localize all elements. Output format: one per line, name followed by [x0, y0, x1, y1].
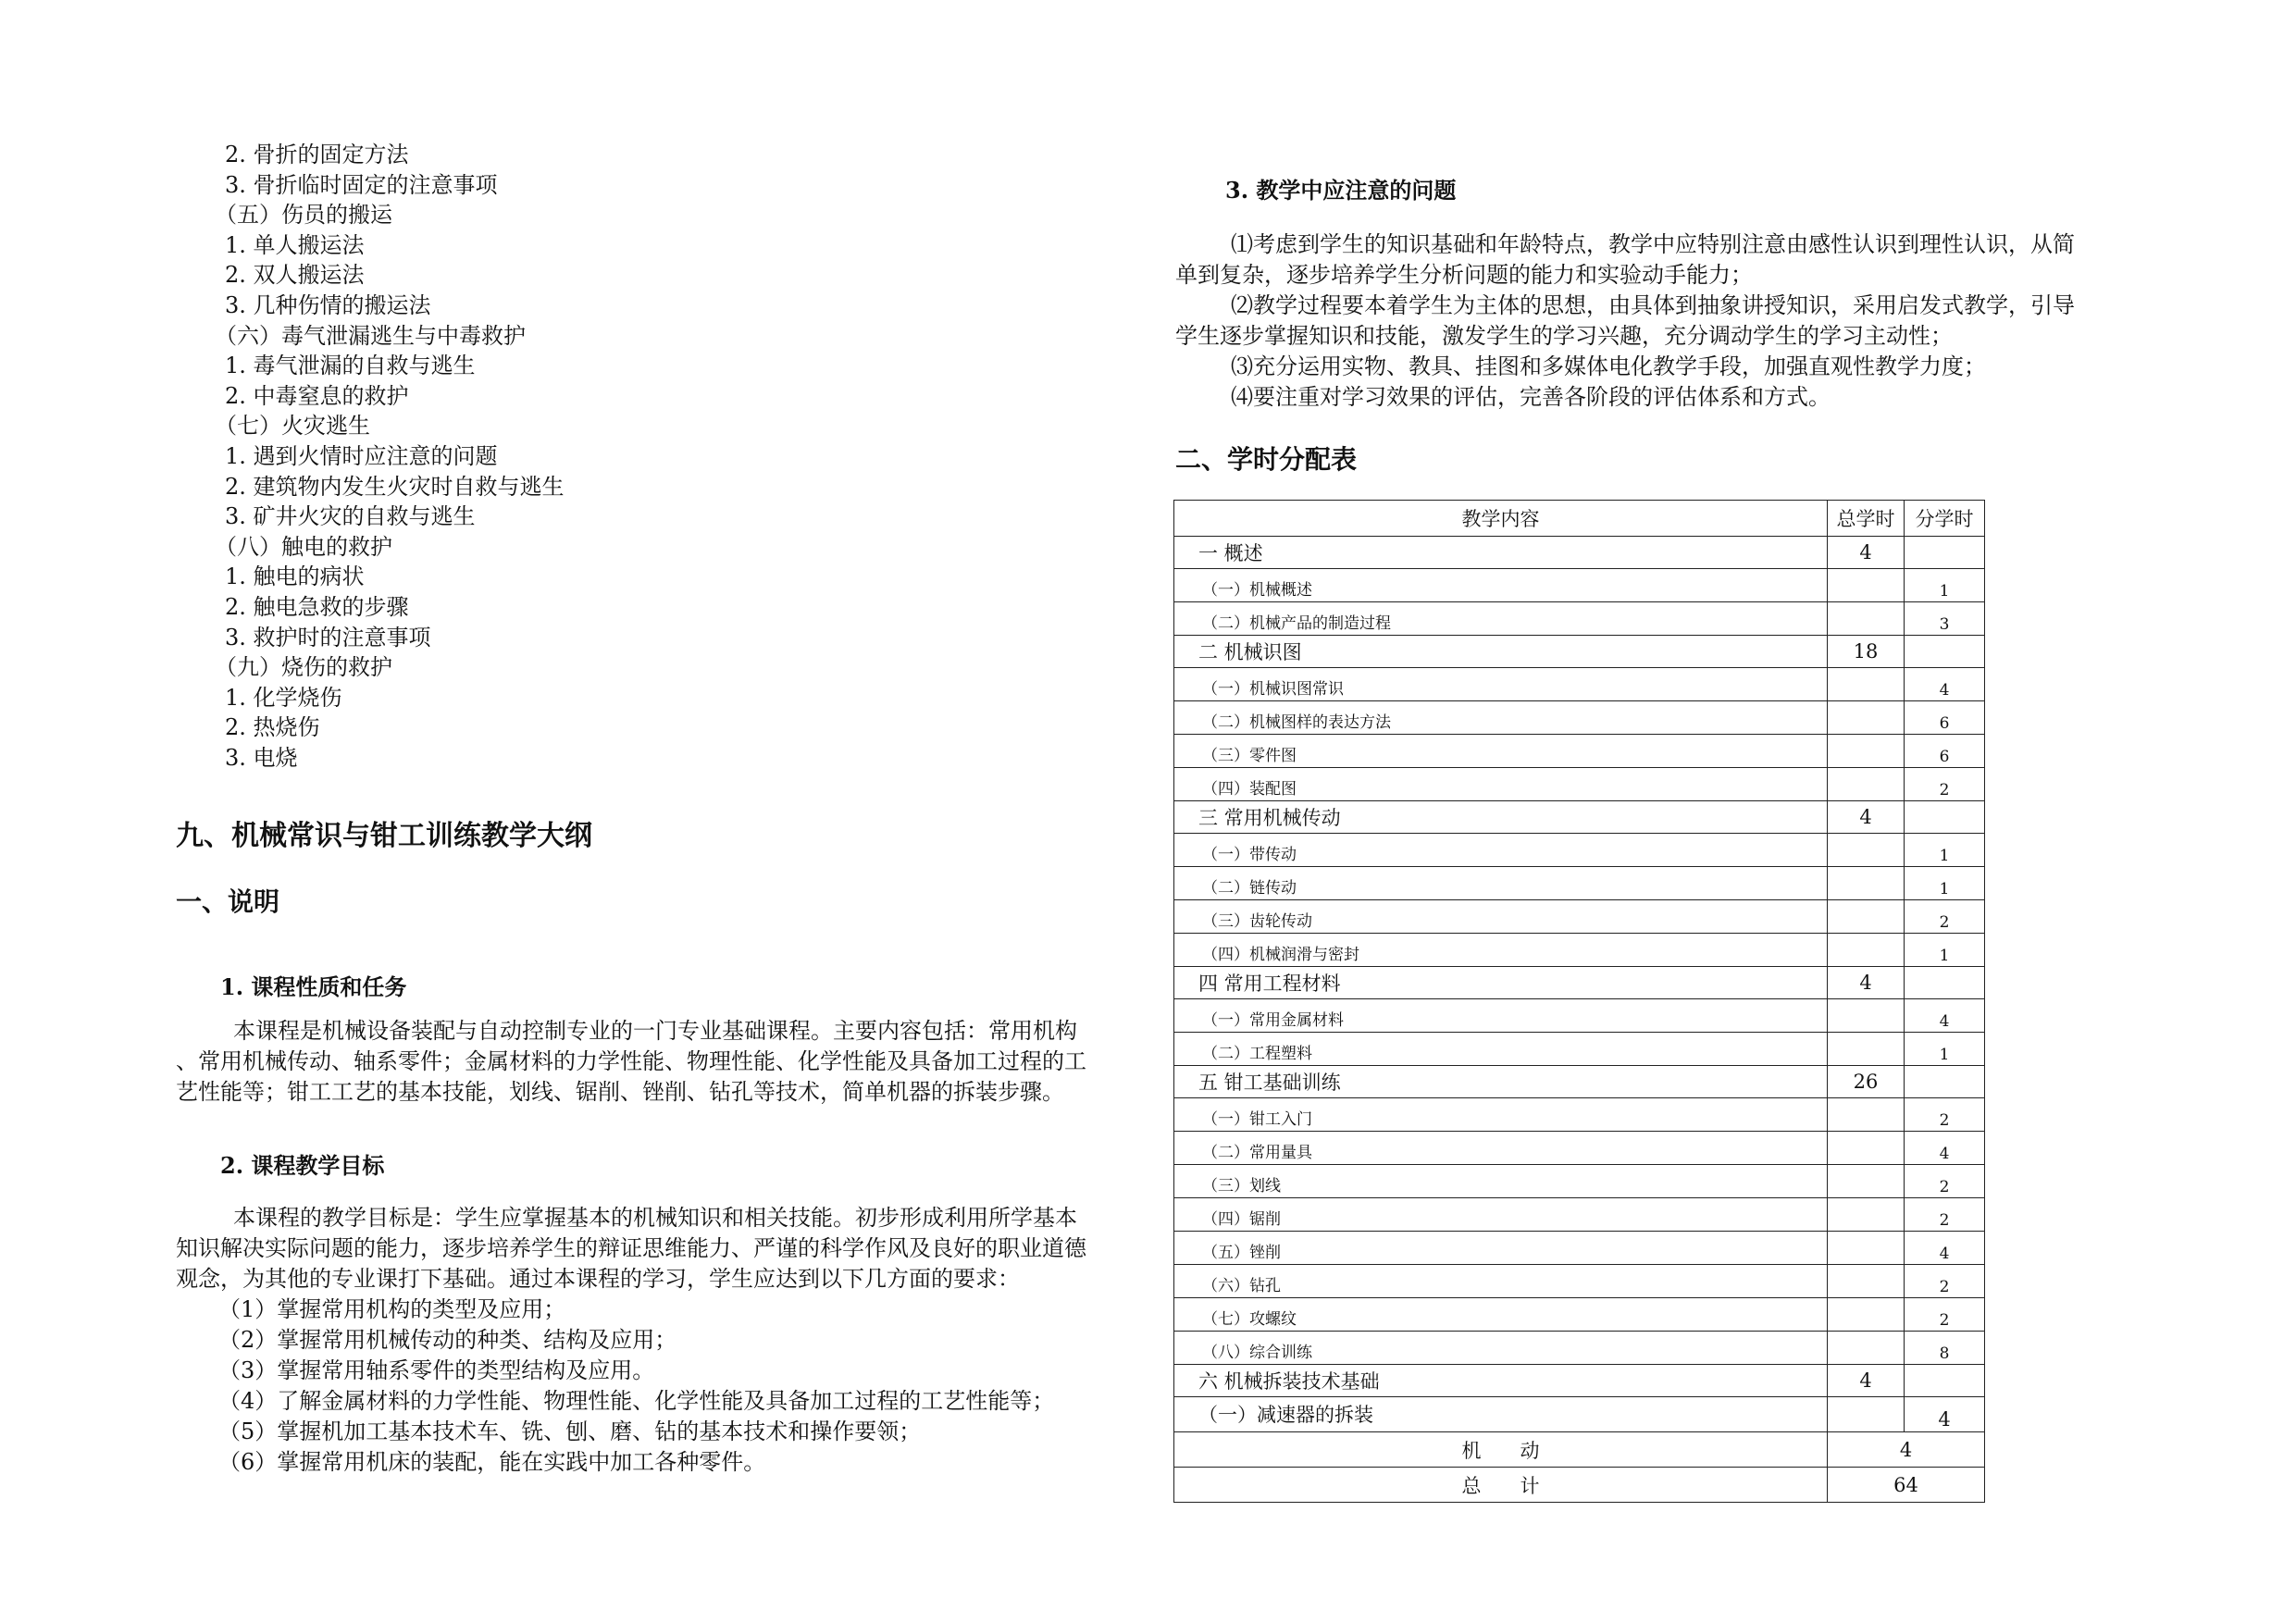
list-item: 2. 建筑物内发生火灾时自救与逃生 [225, 473, 565, 500]
table-row [1174, 999, 1985, 1033]
row-content: 三 常用机械传动 [1174, 801, 1828, 834]
row-content: 一 概述 [1174, 537, 1828, 569]
row-total-hours: 26 [1828, 1066, 1905, 1098]
paragraph-line: 本课程的教学目标是：学生应掌握基本的机械知识和相关技能。初步形成利用所学基本 [233, 1205, 1077, 1231]
row-content: （七）攻螺纹 [1174, 1298, 1828, 1332]
list-item: 2. 双人搬运法 [225, 262, 365, 289]
table-footer-row [1174, 1432, 1985, 1468]
row-total-hours [1828, 602, 1905, 636]
table-row [1174, 1066, 1985, 1098]
row-sub-hours: 2 [1905, 1298, 1985, 1332]
table-row [1174, 668, 1985, 701]
row-sub-hours [1905, 537, 1985, 569]
table-row [1174, 801, 1985, 834]
table-row [1174, 867, 1985, 900]
row-total-hours [1828, 900, 1905, 934]
list-item: 3. 电烧 [225, 745, 298, 771]
goal-item: （2）掌握常用机械传动的种类、结构及应用； [218, 1327, 677, 1353]
list-item: 1. 化学烧伤 [225, 684, 342, 711]
row-content: （二）工程塑料 [1174, 1033, 1828, 1066]
row-total-hours [1828, 934, 1905, 967]
row-sub-hours [1905, 1365, 1985, 1397]
row-content: （四）锯削 [1174, 1198, 1828, 1232]
row-content: （一）带传动 [1174, 834, 1828, 867]
row-sub-hours: 1 [1905, 569, 1985, 602]
row-sub-hours: 2 [1905, 768, 1985, 801]
row-content: （四）装配图 [1174, 768, 1828, 801]
row-sub-hours: 1 [1905, 934, 1985, 967]
list-heading: （六）毒气泄漏逃生与中毒救护 [215, 322, 526, 349]
goal-item: （1）掌握常用机构的类型及应用； [218, 1296, 566, 1322]
list-item: 3. 救护时的注意事项 [225, 624, 431, 650]
paragraph-line: 艺性能等；钳工工艺的基本技能，划线、锯削、锉削、钻孔等技术，简单机器的拆装步骤。 [176, 1079, 1064, 1105]
row-total-hours [1828, 768, 1905, 801]
row-sub-hours: 6 [1905, 735, 1985, 768]
row-total-hours [1828, 1198, 1905, 1232]
section-title-description: 一、说明 [176, 886, 280, 917]
table-row [1174, 1365, 1985, 1397]
row-total-hours: 4 [1828, 967, 1905, 999]
row-total-hours [1828, 1232, 1905, 1265]
row-content: （三）划线 [1174, 1165, 1828, 1198]
subsection-title-teaching-notes: 3. 教学中应注意的问题 [1225, 177, 1457, 204]
subsection-title-teaching-goals: 2. 课程教学目标 [220, 1152, 385, 1179]
row-content: （八）综合训练 [1174, 1332, 1828, 1365]
list-item: 3. 几种伤情的搬运法 [225, 292, 431, 318]
table-row [1174, 537, 1985, 569]
row-sub-hours: 2 [1905, 1098, 1985, 1132]
row-sub-hours: 2 [1905, 900, 1985, 934]
row-sub-hours: 3 [1905, 602, 1985, 636]
teaching-goals-paragraph [176, 1203, 1138, 1295]
row-content: 六 机械拆装技术基础 [1174, 1365, 1828, 1397]
table-row [1174, 768, 1985, 801]
footer-label: 总 计 [1174, 1468, 1828, 1503]
table-row [1174, 1033, 1985, 1066]
table-row [1174, 569, 1985, 602]
teaching-goals-list [218, 1295, 1144, 1478]
header-total-hours: 总学时 [1828, 501, 1905, 537]
table-row [1174, 1332, 1985, 1365]
subsection-title-course-nature: 1. 课程性质和任务 [220, 973, 407, 1000]
list-item: 3. 骨折临时固定的注意事项 [225, 171, 498, 198]
row-content: （一）机械概述 [1174, 569, 1828, 602]
row-sub-hours: 4 [1905, 999, 1985, 1033]
row-sub-hours: 2 [1905, 1198, 1985, 1232]
hours-allocation-table [1173, 500, 1985, 1503]
goal-item: （5）掌握机加工基本技术车、铣、刨、磨、钻的基本技术和操作要领； [218, 1419, 922, 1444]
row-sub-hours: 4 [1905, 1232, 1985, 1265]
note-line: ⑶充分运用实物、教具、挂图和多媒体电化教学手段，加强直观性教学力度； [1231, 353, 1986, 379]
note-line: ⑵教学过程要本着学生为主体的思想，由具体到抽象讲授知识，采用启发式教学，引导 [1231, 292, 2075, 318]
row-sub-hours: 4 [1905, 1132, 1985, 1165]
row-content: （四）机械润滑与密封 [1174, 934, 1828, 967]
table-row [1174, 934, 1985, 967]
row-total-hours: 18 [1828, 636, 1905, 668]
row-content: （二）机械产品的制造过程 [1174, 602, 1828, 636]
paragraph-line: 观念，为其他的专业课打下基础。通过本课程的学习，学生应达到以下几方面的要求： [176, 1266, 1020, 1292]
row-total-hours [1828, 1332, 1905, 1365]
row-sub-hours: 1 [1905, 867, 1985, 900]
row-content: （一）钳工入门 [1174, 1098, 1828, 1132]
row-content: 二 机械识图 [1174, 636, 1828, 668]
teaching-notes-paragraph [1175, 229, 2110, 413]
list-item: 1. 触电的病状 [225, 564, 365, 590]
row-content: （一）常用金属材料 [1174, 999, 1828, 1033]
note-line: 单到复杂，逐步培养学生分析问题的能力和实验动手能力； [1175, 262, 1753, 288]
row-sub-hours [1905, 967, 1985, 999]
row-total-hours [1828, 701, 1905, 735]
row-sub-hours: 1 [1905, 1033, 1985, 1066]
row-sub-hours: 2 [1905, 1165, 1985, 1198]
goal-item: （4）了解金属材料的力学性能、物理性能、化学性能及具备加工过程的工艺性能等； [218, 1388, 1055, 1414]
row-total-hours [1828, 1033, 1905, 1066]
row-content: （三）齿轮传动 [1174, 900, 1828, 934]
list-item: 3. 矿井火灾的自救与逃生 [225, 503, 476, 530]
row-content: （二）常用量具 [1174, 1132, 1828, 1165]
table-row [1174, 967, 1985, 999]
table-row [1174, 1265, 1985, 1298]
list-heading: （九）烧伤的救护 [215, 654, 392, 681]
table-row [1174, 602, 1985, 636]
row-sub-hours: 6 [1905, 701, 1985, 735]
row-total-hours [1828, 735, 1905, 768]
row-content: （一）减速器的拆装 [1174, 1397, 1828, 1432]
note-line: ⑷要注重对学习效果的评估，完善各阶段的评估体系和方式。 [1231, 384, 1831, 410]
table-header-row [1174, 501, 1985, 537]
row-content: （三）零件图 [1174, 735, 1828, 768]
table-row [1174, 1232, 1985, 1265]
list-item: 2. 热烧伤 [225, 714, 320, 741]
row-total-hours [1828, 1265, 1905, 1298]
footer-label: 机 动 [1174, 1432, 1828, 1468]
row-total-hours [1828, 834, 1905, 867]
note-line: 学生逐步掌握知识和技能，激发学生的学习兴趣，充分调动学生的学习主动性； [1175, 323, 1953, 349]
goal-item: （3）掌握常用轴系零件的类型结构及应用。 [218, 1357, 655, 1383]
row-total-hours [1828, 1132, 1905, 1165]
list-item: 2. 骨折的固定方法 [225, 142, 409, 167]
table-row [1174, 1397, 1985, 1432]
row-total-hours: 4 [1828, 801, 1905, 834]
row-sub-hours [1905, 1066, 1985, 1098]
row-total-hours [1828, 668, 1905, 701]
table-row [1174, 735, 1985, 768]
section-title-hours-table: 二、学时分配表 [1175, 444, 1358, 475]
row-total-hours [1828, 569, 1905, 602]
course-nature-paragraph [176, 1016, 1138, 1108]
row-sub-hours: 1 [1905, 834, 1985, 867]
table-row [1174, 834, 1985, 867]
row-total-hours [1828, 1098, 1905, 1132]
header-content: 教学内容 [1174, 501, 1828, 537]
row-sub-hours: 4 [1905, 668, 1985, 701]
table-row [1174, 1098, 1985, 1132]
table-footer-row [1174, 1468, 1985, 1503]
list-item: 2. 中毒窒息的救护 [225, 382, 409, 409]
row-content: 五 钳工基础训练 [1174, 1066, 1828, 1098]
list-item: 2. 触电急救的步骤 [225, 594, 409, 620]
row-content: （二）链传动 [1174, 867, 1828, 900]
chapter-title: 九、机械常识与钳工训练教学大纲 [176, 820, 592, 852]
list-item: 1. 毒气泄漏的自救与逃生 [225, 353, 476, 379]
goal-item: （6）掌握常用机床的装配，能在实践中加工各种零件。 [218, 1449, 766, 1475]
row-total-hours [1828, 867, 1905, 900]
row-total-hours: 4 [1828, 1365, 1905, 1397]
row-sub-hours: 4 [1905, 1397, 1985, 1432]
list-heading: （七）火灾逃生 [215, 413, 370, 440]
table-row [1174, 636, 1985, 668]
row-content: （一）机械识图常识 [1174, 668, 1828, 701]
table-row [1174, 1198, 1985, 1232]
list-heading: （五）伤员的搬运 [215, 202, 392, 229]
row-sub-hours: 2 [1905, 1265, 1985, 1298]
row-sub-hours [1905, 636, 1985, 668]
list-item: 1. 单人搬运法 [225, 231, 365, 258]
paragraph-line: 本课程是机械设备装配与自动控制专业的一门专业基础课程。主要内容包括：常用机构 [233, 1018, 1077, 1044]
list-item: 1. 遇到火情时应注意的问题 [225, 443, 498, 469]
table-row [1174, 1165, 1985, 1198]
paragraph-line: 、常用机械传动、轴系零件；金属材料的力学性能、物理性能、化学性能及具备加工过程的工 [176, 1048, 1086, 1074]
row-content: （二）机械图样的表达方法 [1174, 701, 1828, 735]
table-row [1174, 701, 1985, 735]
table-row [1174, 900, 1985, 934]
row-total-hours: 4 [1828, 537, 1905, 569]
table-row [1174, 1132, 1985, 1165]
row-sub-hours [1905, 801, 1985, 834]
row-sub-hours: 8 [1905, 1332, 1985, 1365]
footer-value: 4 [1828, 1432, 1985, 1468]
header-sub-hours: 分学时 [1905, 501, 1985, 537]
row-total-hours [1828, 1397, 1905, 1432]
row-total-hours [1828, 1298, 1905, 1332]
footer-value: 64 [1828, 1468, 1985, 1503]
row-total-hours [1828, 999, 1905, 1033]
row-total-hours [1828, 1165, 1905, 1198]
row-content: （六）钻孔 [1174, 1265, 1828, 1298]
note-line: ⑴考虑到学生的知识基础和年龄特点，教学中应特别注意由感性认识到理性认识，从简 [1231, 231, 2075, 257]
row-content: 四 常用工程材料 [1174, 967, 1828, 999]
table-row [1174, 1298, 1985, 1332]
paragraph-line: 知识解决实际问题的能力，逐步培养学生的辩证思维能力、严谨的科学作风及良好的职业道德 [176, 1235, 1086, 1261]
list-heading: （八）触电的救护 [215, 533, 392, 560]
row-content: （五）锉削 [1174, 1232, 1828, 1265]
